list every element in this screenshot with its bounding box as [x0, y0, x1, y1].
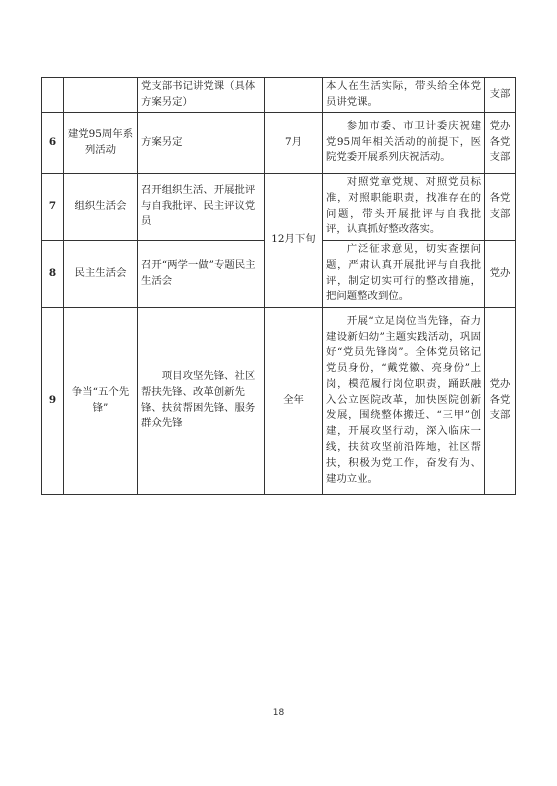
activity-content: 开展“立足岗位当先锋，奋力建设新妇幼”主题实践活动，巩固好“党员先锋岗”。全体党员铭记党员身份，“戴党徽、亮身份”上岗，模范履行岗位职责，踊跃融入公立医院改革，加快医院创新发展，围绕整体搬迁、“三甲”创建，开展攻坚行动，深入临床一线，扶贫攻坚前沿阵地，社区帮扶，积极为党工作，奋发有为、建功立业。	[323, 307, 485, 494]
work-plan-table	[41, 77, 516, 495]
table-row	[42, 173, 516, 240]
row-number: 7	[42, 173, 64, 240]
activity-time	[265, 78, 323, 113]
activity-form: 召开“两学一做”专题民主生活会	[138, 240, 265, 307]
activity-content: 广泛征求意见，切实查摆问题，严肃认真开展批评与自我批评，制定切实可行的整改措施，把问题整改到位。	[323, 240, 485, 307]
table-row	[42, 307, 516, 494]
activity-form: 召开组织生活、开展批评与自我批评、民主评议党员	[138, 173, 265, 240]
row-number: 9	[42, 307, 64, 494]
responsible-org: 党办各党支部	[485, 112, 516, 173]
activity-name	[64, 78, 138, 113]
activity-time: 全年	[265, 307, 323, 494]
table-row	[42, 78, 516, 113]
activity-time: 7月	[265, 112, 323, 173]
responsible-org: 党办各党支部	[485, 307, 516, 494]
activity-name: 组织生活会	[64, 173, 138, 240]
table-row	[42, 112, 516, 173]
responsible-org: 党办	[485, 240, 516, 307]
activity-form: 项目攻坚先锋、社区帮扶先锋、改革创新先锋、扶贫帮困先锋、服务群众先锋	[138, 307, 265, 494]
activity-content: 本人在生活实际，带头给全体党员讲党课。	[323, 78, 485, 113]
activity-content: 对照党章党规、对照党员标准，对照职能职责，找准存在的问题，带头开展批评与自我批评，认真抓好整改落实。	[323, 173, 485, 240]
activity-time: 12月下旬	[265, 173, 323, 307]
activity-form: 方案另定	[138, 112, 265, 173]
row-number: 8	[42, 240, 64, 307]
row-number	[42, 78, 64, 113]
activity-name: 民主生活会	[64, 240, 138, 307]
activity-content: 参加市委、市卫计委庆祝建党95周年相关活动的前提下，医院党委开展系列庆祝活动。	[323, 112, 485, 173]
row-number: 6	[42, 112, 64, 173]
responsible-org: 支部	[485, 78, 516, 113]
page-number: 18	[272, 708, 285, 718]
activity-name: 建党95周年系列活动	[64, 112, 138, 173]
responsible-org: 各党支部	[485, 173, 516, 240]
activity-name: 争当“五个先锋”	[64, 307, 138, 494]
activity-form: 党支部书记讲党课（具体方案另定）	[138, 78, 265, 113]
